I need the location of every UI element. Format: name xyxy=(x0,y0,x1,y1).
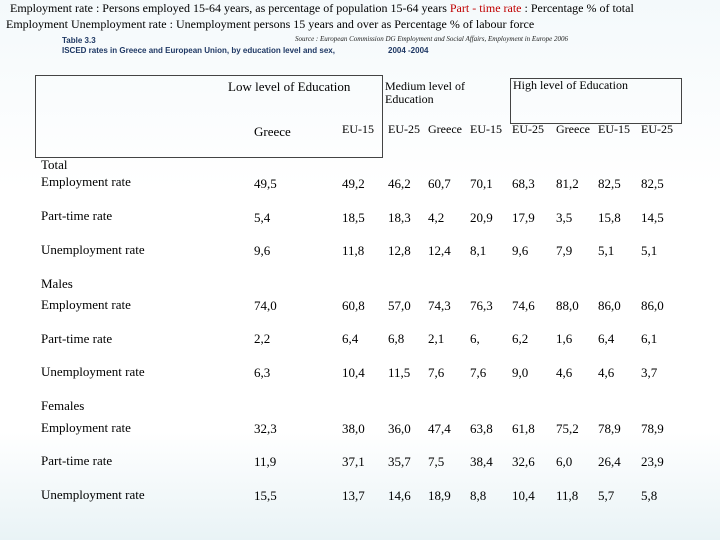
column-header: EU-25 xyxy=(388,122,420,136)
table-cell: 75,2 xyxy=(556,421,579,436)
table-cell: 11,5 xyxy=(388,365,411,380)
table-cell: 37,1 xyxy=(342,454,365,469)
table-cell: 7,5 xyxy=(428,454,445,469)
table-cell: 82,5 xyxy=(598,176,621,191)
row-label: Employment rate xyxy=(41,297,131,312)
table-cell: 74,6 xyxy=(512,298,535,313)
section-title: Males xyxy=(41,276,73,291)
row-label: Unemployment rate xyxy=(41,364,145,379)
table-cell: 9,6 xyxy=(512,243,529,258)
column-header: EU-15 xyxy=(342,122,374,136)
table-cell: 32,6 xyxy=(512,454,535,469)
table-cell: 18,5 xyxy=(342,210,365,225)
table-cell: 49,5 xyxy=(254,176,277,191)
table-cell: 5,4 xyxy=(254,210,271,225)
section-title: Total xyxy=(41,157,68,172)
table-cell: 81,2 xyxy=(556,176,579,191)
row-label: Employment rate xyxy=(41,420,131,435)
table-cell: 5,8 xyxy=(641,488,658,503)
page-header xyxy=(0,0,720,32)
table-cell: 46,2 xyxy=(388,176,411,191)
column-header: EU-15 xyxy=(470,122,502,136)
header-line-1-text: Employment rate : Persons employed 15-64 years, as percentage of population 15-64 years xyxy=(10,1,450,15)
table-cell: 3,7 xyxy=(641,365,658,380)
table-cell: 74,3 xyxy=(428,298,451,313)
table-cell: 15,5 xyxy=(254,488,277,503)
header-highlight: Part - time rate xyxy=(449,1,522,15)
table-cell: 23,9 xyxy=(641,454,664,469)
table-cell: 78,9 xyxy=(641,421,664,436)
table-cell: 36,0 xyxy=(388,421,411,436)
table-cell: 14,5 xyxy=(641,210,664,225)
table-cell: 6,2 xyxy=(512,331,529,346)
table-cell: 61,8 xyxy=(512,421,535,436)
table-cell: 11,9 xyxy=(254,454,277,469)
table-cell: 57,0 xyxy=(388,298,411,313)
table-cell: 6, xyxy=(470,331,480,346)
row-label: Part-time rate xyxy=(41,208,113,223)
column-header: EU-15 xyxy=(598,122,630,136)
table-cell: 6,4 xyxy=(598,331,615,346)
table-cell: 63,8 xyxy=(470,421,493,436)
table-cell: 76,3 xyxy=(470,298,493,313)
table-cell: 7,9 xyxy=(556,243,573,258)
table-cell: 2,2 xyxy=(254,331,271,346)
table-cell: 8,1 xyxy=(470,243,487,258)
table-cell: 35,7 xyxy=(388,454,411,469)
table-cell: 49,2 xyxy=(342,176,365,191)
column-header: EU-25 xyxy=(641,122,673,136)
table-cell: 18,9 xyxy=(428,488,451,503)
table-label: Table 3.3 xyxy=(62,36,96,45)
table-subtitle xyxy=(62,46,429,55)
table-cell: 7,6 xyxy=(428,365,445,380)
table-cell: 10,4 xyxy=(512,488,535,503)
table-cell: 82,5 xyxy=(641,176,664,191)
header-line-1-tail: : Percentage % of total xyxy=(521,1,634,15)
table-cell: 86,0 xyxy=(641,298,664,313)
column-header: Greece xyxy=(254,124,291,139)
table-cell: 5,7 xyxy=(598,488,615,503)
subtitle-text: ISCED rates in Greece and European Union, by education level and sex, xyxy=(62,46,335,55)
table-cell: 4,6 xyxy=(598,365,615,380)
table-cell: 3,5 xyxy=(556,210,573,225)
table-cell: 88,0 xyxy=(556,298,579,313)
table-cell: 4,6 xyxy=(556,365,573,380)
table-cell: 6,8 xyxy=(388,331,405,346)
table-cell: 4,2 xyxy=(428,210,445,225)
row-label: Employment rate xyxy=(41,174,131,189)
row-label: Part-time rate xyxy=(41,453,113,468)
table-cell: 10,4 xyxy=(342,365,365,380)
table-cell: 13,7 xyxy=(342,488,365,503)
table-cell: 15,8 xyxy=(598,210,621,225)
row-label: Unemployment rate xyxy=(41,487,145,502)
table-cell: 18,3 xyxy=(388,210,411,225)
table-cell: 6,0 xyxy=(556,454,573,469)
section-title: Females xyxy=(41,398,85,413)
table-cell: 7,6 xyxy=(470,365,487,380)
table-cell: 12,8 xyxy=(388,243,411,258)
table-cell: 60,7 xyxy=(428,176,451,191)
table-cell: 11,8 xyxy=(556,488,579,503)
table-cell: 86,0 xyxy=(598,298,621,313)
table-cell: 6,3 xyxy=(254,365,271,380)
table-cell: 9,6 xyxy=(254,243,271,258)
table-cell: 26,4 xyxy=(598,454,621,469)
column-header: Greece xyxy=(428,122,462,136)
table-cell: 14,6 xyxy=(388,488,411,503)
table-cell: 9,0 xyxy=(512,365,529,380)
table-cell: 2,1 xyxy=(428,331,445,346)
table-cell: 8,8 xyxy=(470,488,487,503)
row-label: Part-time rate xyxy=(41,331,113,346)
table-cell: 5,1 xyxy=(641,243,658,258)
group-medium-education: Medium level of Education xyxy=(385,79,465,106)
row-label: Unemployment rate xyxy=(41,242,145,257)
table-cell: 60,8 xyxy=(342,298,365,313)
table-cell: 6,1 xyxy=(641,331,658,346)
table-cell: 12,4 xyxy=(428,243,451,258)
table-cell: 70,1 xyxy=(470,176,493,191)
group-high-education: High level of Education xyxy=(513,78,628,92)
table-cell: 78,9 xyxy=(598,421,621,436)
column-header: EU-25 xyxy=(512,122,544,136)
group-low-education: Low level of Education xyxy=(228,79,351,94)
table-cell: 47,4 xyxy=(428,421,451,436)
table-cell: 1,6 xyxy=(556,331,573,346)
table-cell: 38,0 xyxy=(342,421,365,436)
table-cell: 32,3 xyxy=(254,421,277,436)
table-cell: 68,3 xyxy=(512,176,535,191)
header-line-2: Employment Unemployment rate : Unemployment persons 15 years and over as Percentage % of labour force xyxy=(6,17,535,31)
source-note: Source : European Commission DG Employment and Social Affairs, Employment in Europe 2006 xyxy=(295,35,569,43)
column-header: Greece xyxy=(556,122,590,136)
table-cell: 17,9 xyxy=(512,210,535,225)
table-cell: 74,0 xyxy=(254,298,277,313)
years-label: 2004 -2004 xyxy=(388,46,429,55)
table-cell: 5,1 xyxy=(598,243,615,258)
table-cell: 6,4 xyxy=(342,331,359,346)
table-cell: 38,4 xyxy=(470,454,493,469)
table-cell: 20,9 xyxy=(470,210,493,225)
table-cell: 11,8 xyxy=(342,243,365,258)
header-line-1 xyxy=(0,0,720,16)
